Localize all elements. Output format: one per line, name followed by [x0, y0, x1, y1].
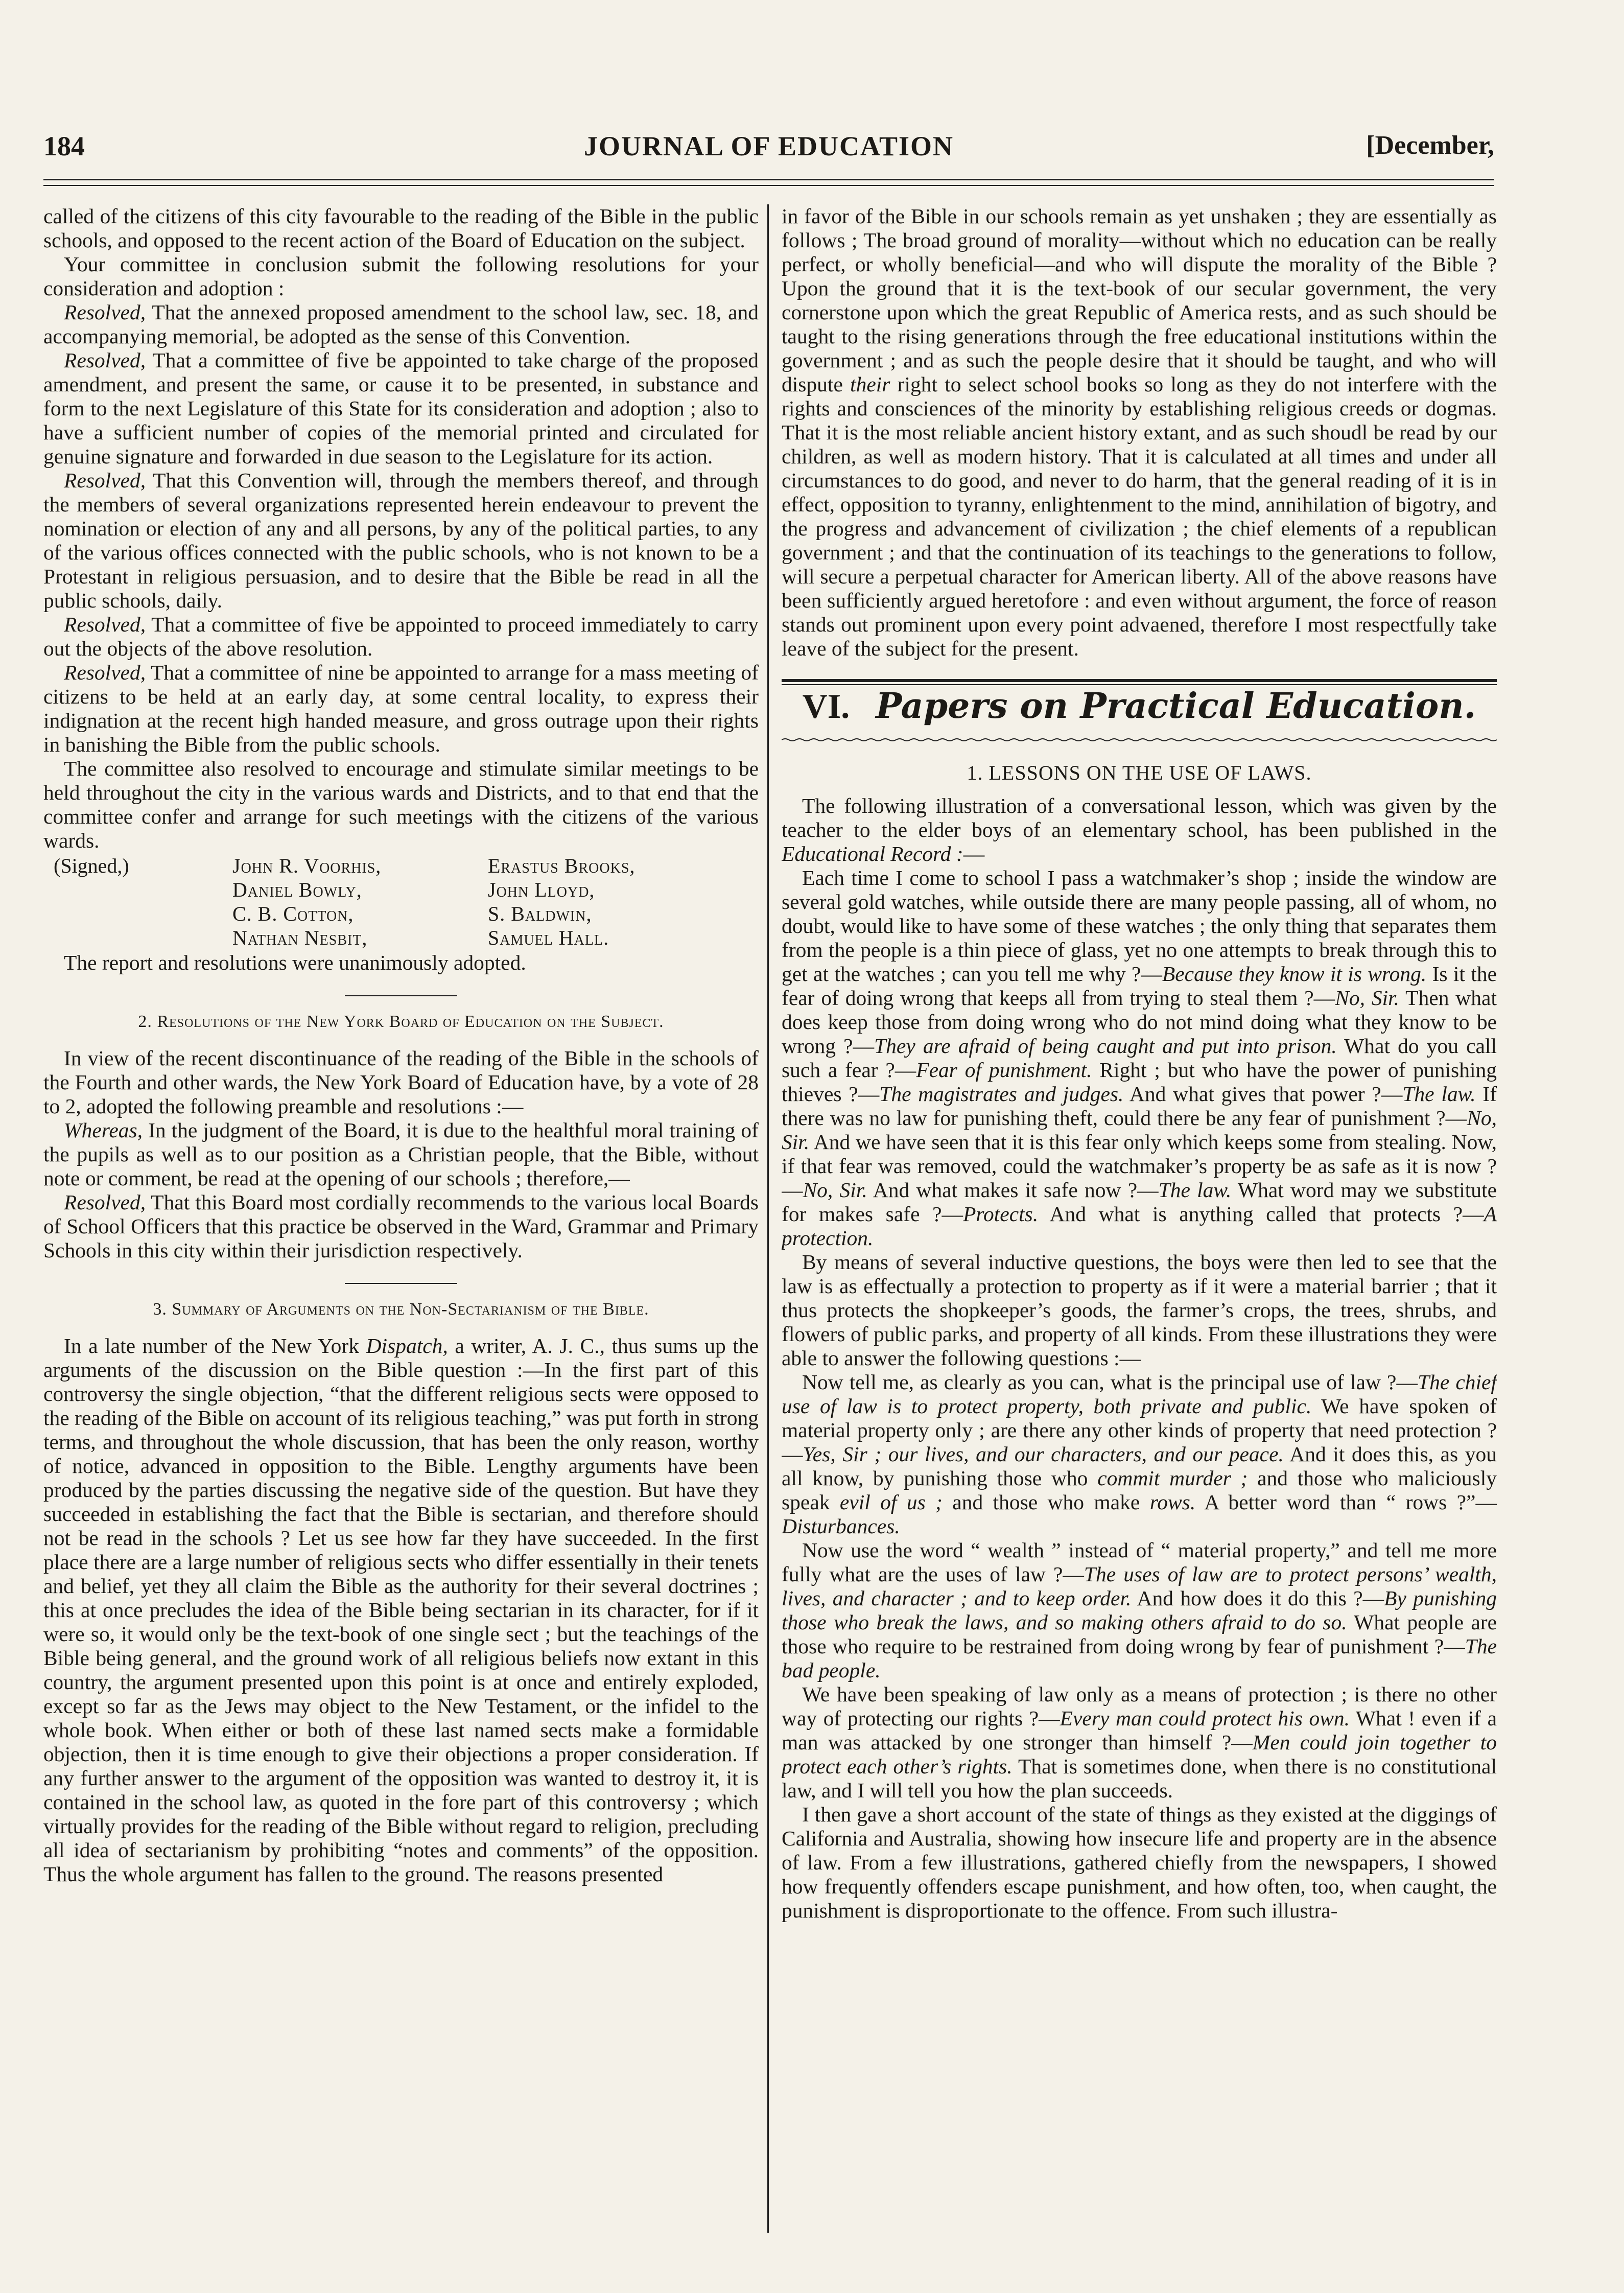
running-date: [December,	[1366, 131, 1494, 160]
resolved-word: Resolved,	[64, 469, 146, 492]
paragraph: The report and resolutions were unanimously adopted.	[64, 951, 526, 974]
signatory: S. Baldwin,	[488, 902, 592, 925]
signatory: Nathan Nesbit,	[232, 926, 368, 949]
lesson-paragraph: We have been speaking of law only as a means of protection ; is there no other way of protecting our rights ?—Every man could protect his own. What ! even if a man was attacked by one stronger than himself ?—Men could join together to protect each other’s rights. That is sometimes done, when there is no constitutional law, and I will tell you how the plan succeeds.	[782, 1682, 1497, 1802]
chapter-heading	[782, 679, 1497, 747]
paragraph: Whereas, In the judgment of the Board, it is due to the healthful moral training of the pupils as well as to our position as a Christian people, that the Bible, without note or comment, be read at the opening of our schools ; therefore,—	[43, 1118, 759, 1190]
signature-row	[54, 902, 743, 926]
lesson-paragraph: Now tell me, as clearly as you can, what is the principal use of law ?—The chief use of law is to protect property, both private and public. We have spoken of material property only ; are there any other kinds of property that need protection ?—Yes, Sir ; our lives, and our characters, and our peace. And it does this, as you all know, by punishing those who commit murder ; and those who maliciously speak evil of us ; and those who make rows. A better word than “ rows ?”—Disturbances.	[782, 1370, 1497, 1538]
signatory: John Lloyd,	[488, 878, 595, 901]
left-column	[43, 204, 759, 2238]
paragraph: Resolved, That this Board most cordially recommends to the various local Boards of School Officers that this practice be observed in the Ward, Grammar and Primary Schools in this city within their jurisdiction respectively.	[43, 1190, 759, 1262]
signature-row	[54, 878, 743, 902]
paragraph: in favor of the Bible in our schools remain as yet unshaken ; they are essentially as follows ; The broad ground of morality—without which no education can be really perfect, or wholly beneficial—and who will dispute the morality of the Bible ? Upon the ground that it is the text-book of our secular government, the very cornerstone upon which the great Republic of America rests, and as such should be taught to the rising generations through the free educational institutions within the government ; and as such the people desire that it should be taught, and who will dispute their right to select school books so long as they do not interfere with the rights and consciences of the minority by establishing religious creeds or dogmas. That it is the most reliable ancient history extant, and as such shoudl be read by our children, as well as modern history. That it is calculated at all times and under all circumstances to do good, and never to do harm, that the general reading of it is in effect, opposition to tyranny, enlightenment to the mind, annihilation of bigotry, and the progress and advancement of civilization ; the chief elements of a republican government ; and that the continuation of its teachings to the generations to follow, will secure a perpetual character for American liberty. All of the above reasons have been sufficiently argued heretofore : and even without argument, the force of reason stands out prominent upon every point advaened, therefore I most respectfully take leave of the subject for the present.	[782, 204, 1497, 660]
paragraph: The following illustration of a conversational lesson, which was given by the teacher to the elder boys of an elementary school, has been published in the Educational Record :—	[782, 794, 1497, 865]
paragraph: In a late number of the New York Dispatch, a writer, A. J. C., thus sums up the arguments of the discussion on the Bible question :—In the first part of this controversy the single objection, “that the different religious sects were opposed to the reading of the Bible on account of its religious teaching,” was put forth in strong terms, and throughout the whole discussion, that has been the only reason, worthy of notice, advanced in opposition to the Bible. Lengthy arguments have been produced by the parties discussing the negative side of the question. But have they succeeded in establishing the fact that the Bible is sectarian, and therefore should not be read in the schools ? Let us see how far they have succeeded. In the first place there are a large number of religious sects who differ essentially in their tenets and belief, yet they all claim the Bible as the authority for their several doctrines ; this at once precludes the idea of the Bible being sectarian in its character, for if it were so, it would only be the text-book of one single sect ; but the teachings of the Bible being general, and the ground work of all religious beliefs now extant in this country, the argument presented upon this point is at once and entirely exploded, except so far as the Jews may object to the New Testament, or the infidel to the whole book. When either or both of these last named sects make a formidable objection, then it is time enough to give their objections a proper consideration. If any further answer to the argument of the opposition was wanted to destroy it, it is contained in the school law, as quoted in the fore part of this controversy ; which virtually provides for the reading of the Bible without regard to religion, precluding all idea of sectarianism by prohibiting “notes and comments” of the opposition. Thus the whole argument has fallen to the ground. The reasons presented	[43, 1334, 759, 1886]
lesson-title: 1. LESSONS ON THE USE OF LAWS.	[967, 761, 1312, 784]
lesson-paragraph: By means of several inductive questions, the boys were then led to see that the law is as effectually a protection to property as if it were a material barrier ; that it thus protects the shopkeeper’s goods, the farmer’s crops, the trees, shrubs, and flowers of public parks, and property of all kinds. From these illustrations they were able to answer the following questions :—	[782, 1250, 1497, 1370]
resolved-word: Resolved,	[64, 1190, 146, 1214]
resolved-word: Resolved,	[64, 348, 146, 372]
section-rule	[345, 995, 457, 996]
chapter-name: Papers on Practical Education.	[876, 686, 1476, 727]
chapter-rule	[782, 679, 1497, 682]
paragraph: The committee also resolved to encourage and stimulate similar meetings to be held throughout the city in the various wards and Districts, and to that end that the committee confer and arrange for such meetings with the citizens of the various wards.	[43, 757, 759, 852]
resolved-word: Resolved,	[64, 661, 146, 684]
section-heading: 3. Summary of Arguments on the Non-Sectarianism of the Bible.	[153, 1300, 649, 1319]
resolution: Resolved, That a committee of five be appointed to proceed immediately to carry out the objects of the above resolution.	[43, 613, 759, 660]
chapter-title	[782, 685, 1497, 727]
lesson-body	[782, 866, 1497, 1923]
paragraph: In view of the recent discontinuance of the reading of the Bible in the schools of the Fourth and other wards, the New York Board of Education have, by a vote of 28 to 2, adopted the following preamble and resolutions :—	[43, 1046, 759, 1118]
whereas-word: Whereas,	[64, 1118, 143, 1142]
wavy-rule	[782, 737, 1497, 742]
header-rule	[43, 179, 1494, 180]
right-column	[782, 204, 1497, 2238]
paragraph: called of the citizens of this city favourable to the reading of the Bible in the public schools, and opposed to the recent action of the Board of Education on the subject.	[43, 204, 759, 252]
column-divider	[767, 204, 769, 2233]
lesson-paragraph: Each time I come to school I pass a watchmaker’s shop ; inside the window are several gold watches, while outside there are many people passing, all of whom, no doubt, would like to have some of these watches ; the only thing that separates them from the people is a thin piece of glass, yet no one attempts to break through this to get at the watches ; can you tell me why ?—Because they know it is wrong. Is it the fear of doing wrong that keeps all from trying to steal them ?—No, Sir. Then what does keep those from doing wrong who do not mind doing what they know to be wrong ?—They are afraid of being caught and put into prison. What do you call such a fear ?—Fear of punishment. Right ; but who have the power of punishing thieves ?—The magistrates and judges. And what gives that power ?—The law. If there was no law for punishing theft, could there be any fear of punishment ?—No, Sir. And we have seen that it is this fear only which keeps some from stealing. Now, if that fear was removed, could the watchmaker’s property be as safe as it is now ?—No, Sir. And what makes it safe now ?—The law. What word may we substitute for makes safe ?—Protects. And what is anything called that protects ?—A protection.	[782, 866, 1497, 1250]
signatures	[54, 854, 743, 950]
resolved-word: Resolved,	[64, 300, 146, 324]
signatory: Erastus Brooks,	[488, 854, 636, 877]
lesson-paragraph: Now use the word “ wealth ” instead of “ material property,” and tell me more fully what are the uses of law ?—The uses of law are to protect persons’ wealth, lives, and character ; and to keep order. And how does it do this ?—By punishing those who break the laws, and so making others afraid to do so. What people are those who require to be restrained from doing wrong by fear of punishment ?—The bad people.	[782, 1538, 1497, 1682]
signatory: Daniel Bowly,	[232, 878, 362, 901]
header-rule-thin	[43, 185, 1494, 186]
signatory: Samuel Hall.	[488, 926, 609, 949]
page-number: 184	[43, 131, 85, 161]
resolution: Resolved, That a committee of nine be appointed to arrange for a mass meeting of citizens to be held at an early day, at some central locality, to express their indignation at the recent high handed measure, and gross outrage upon their rights in banishing the Bible from the public schools.	[43, 661, 759, 756]
paragraph: Your committee in conclusion submit the following resolutions for your consideration and adoption :	[43, 252, 759, 300]
resolution: Resolved, That a committee of five be appointed to take charge of the proposed amendment, and present the same, or cause it to be presented, in substance and form to the next Legislature of this State for its consideration and adoption ; also to have a sufficient number of copies of the memorial printed and circulated for genuine signature and forwarded in due season to the Legislature for its action.	[43, 348, 759, 468]
running-title: JOURNAL OF EDUCATION	[583, 131, 954, 161]
signed-label: (Signed,)	[54, 854, 129, 877]
resolution: Resolved, That the annexed proposed amendment to the school law, sec. 18, and accompanying memorial, be adopted as the sense of this Convention.	[43, 300, 759, 348]
signature-row	[54, 926, 743, 950]
resolution: Resolved, That this Convention will, through the members thereof, and through the members of several organizations represented herein endeavour to prevent the nomination or election of any and all persons, by any of the political parties, to any of the various offices connected with the public schools, who is not known to be a Protestant in religious persuasion, and to desire that the Bible be read in all the public schools, daily.	[43, 469, 759, 612]
running-header	[43, 130, 1494, 171]
signatory: C. B. Cotton,	[232, 902, 354, 925]
lesson-paragraph: I then gave a short account of the state of things as they existed at the diggings of California and Australia, showing how insecure life and property are in the absence of law. From a few illustrations, gathered chiefly from the newspapers, I showed how frequently offenders escape punishment, and how often, too, when caught, the punishment is disproportionate to the offence. From such illustra-	[782, 1803, 1497, 1922]
section-rule	[345, 1283, 457, 1284]
section-heading: 2. Resolutions of the New York Board of Education on the Subject.	[138, 1012, 664, 1031]
chapter-numeral: VI.	[802, 687, 850, 726]
signatory: John R. Voorhis,	[232, 854, 382, 877]
resolved-word: Resolved,	[64, 613, 146, 636]
signature-row	[54, 854, 743, 878]
